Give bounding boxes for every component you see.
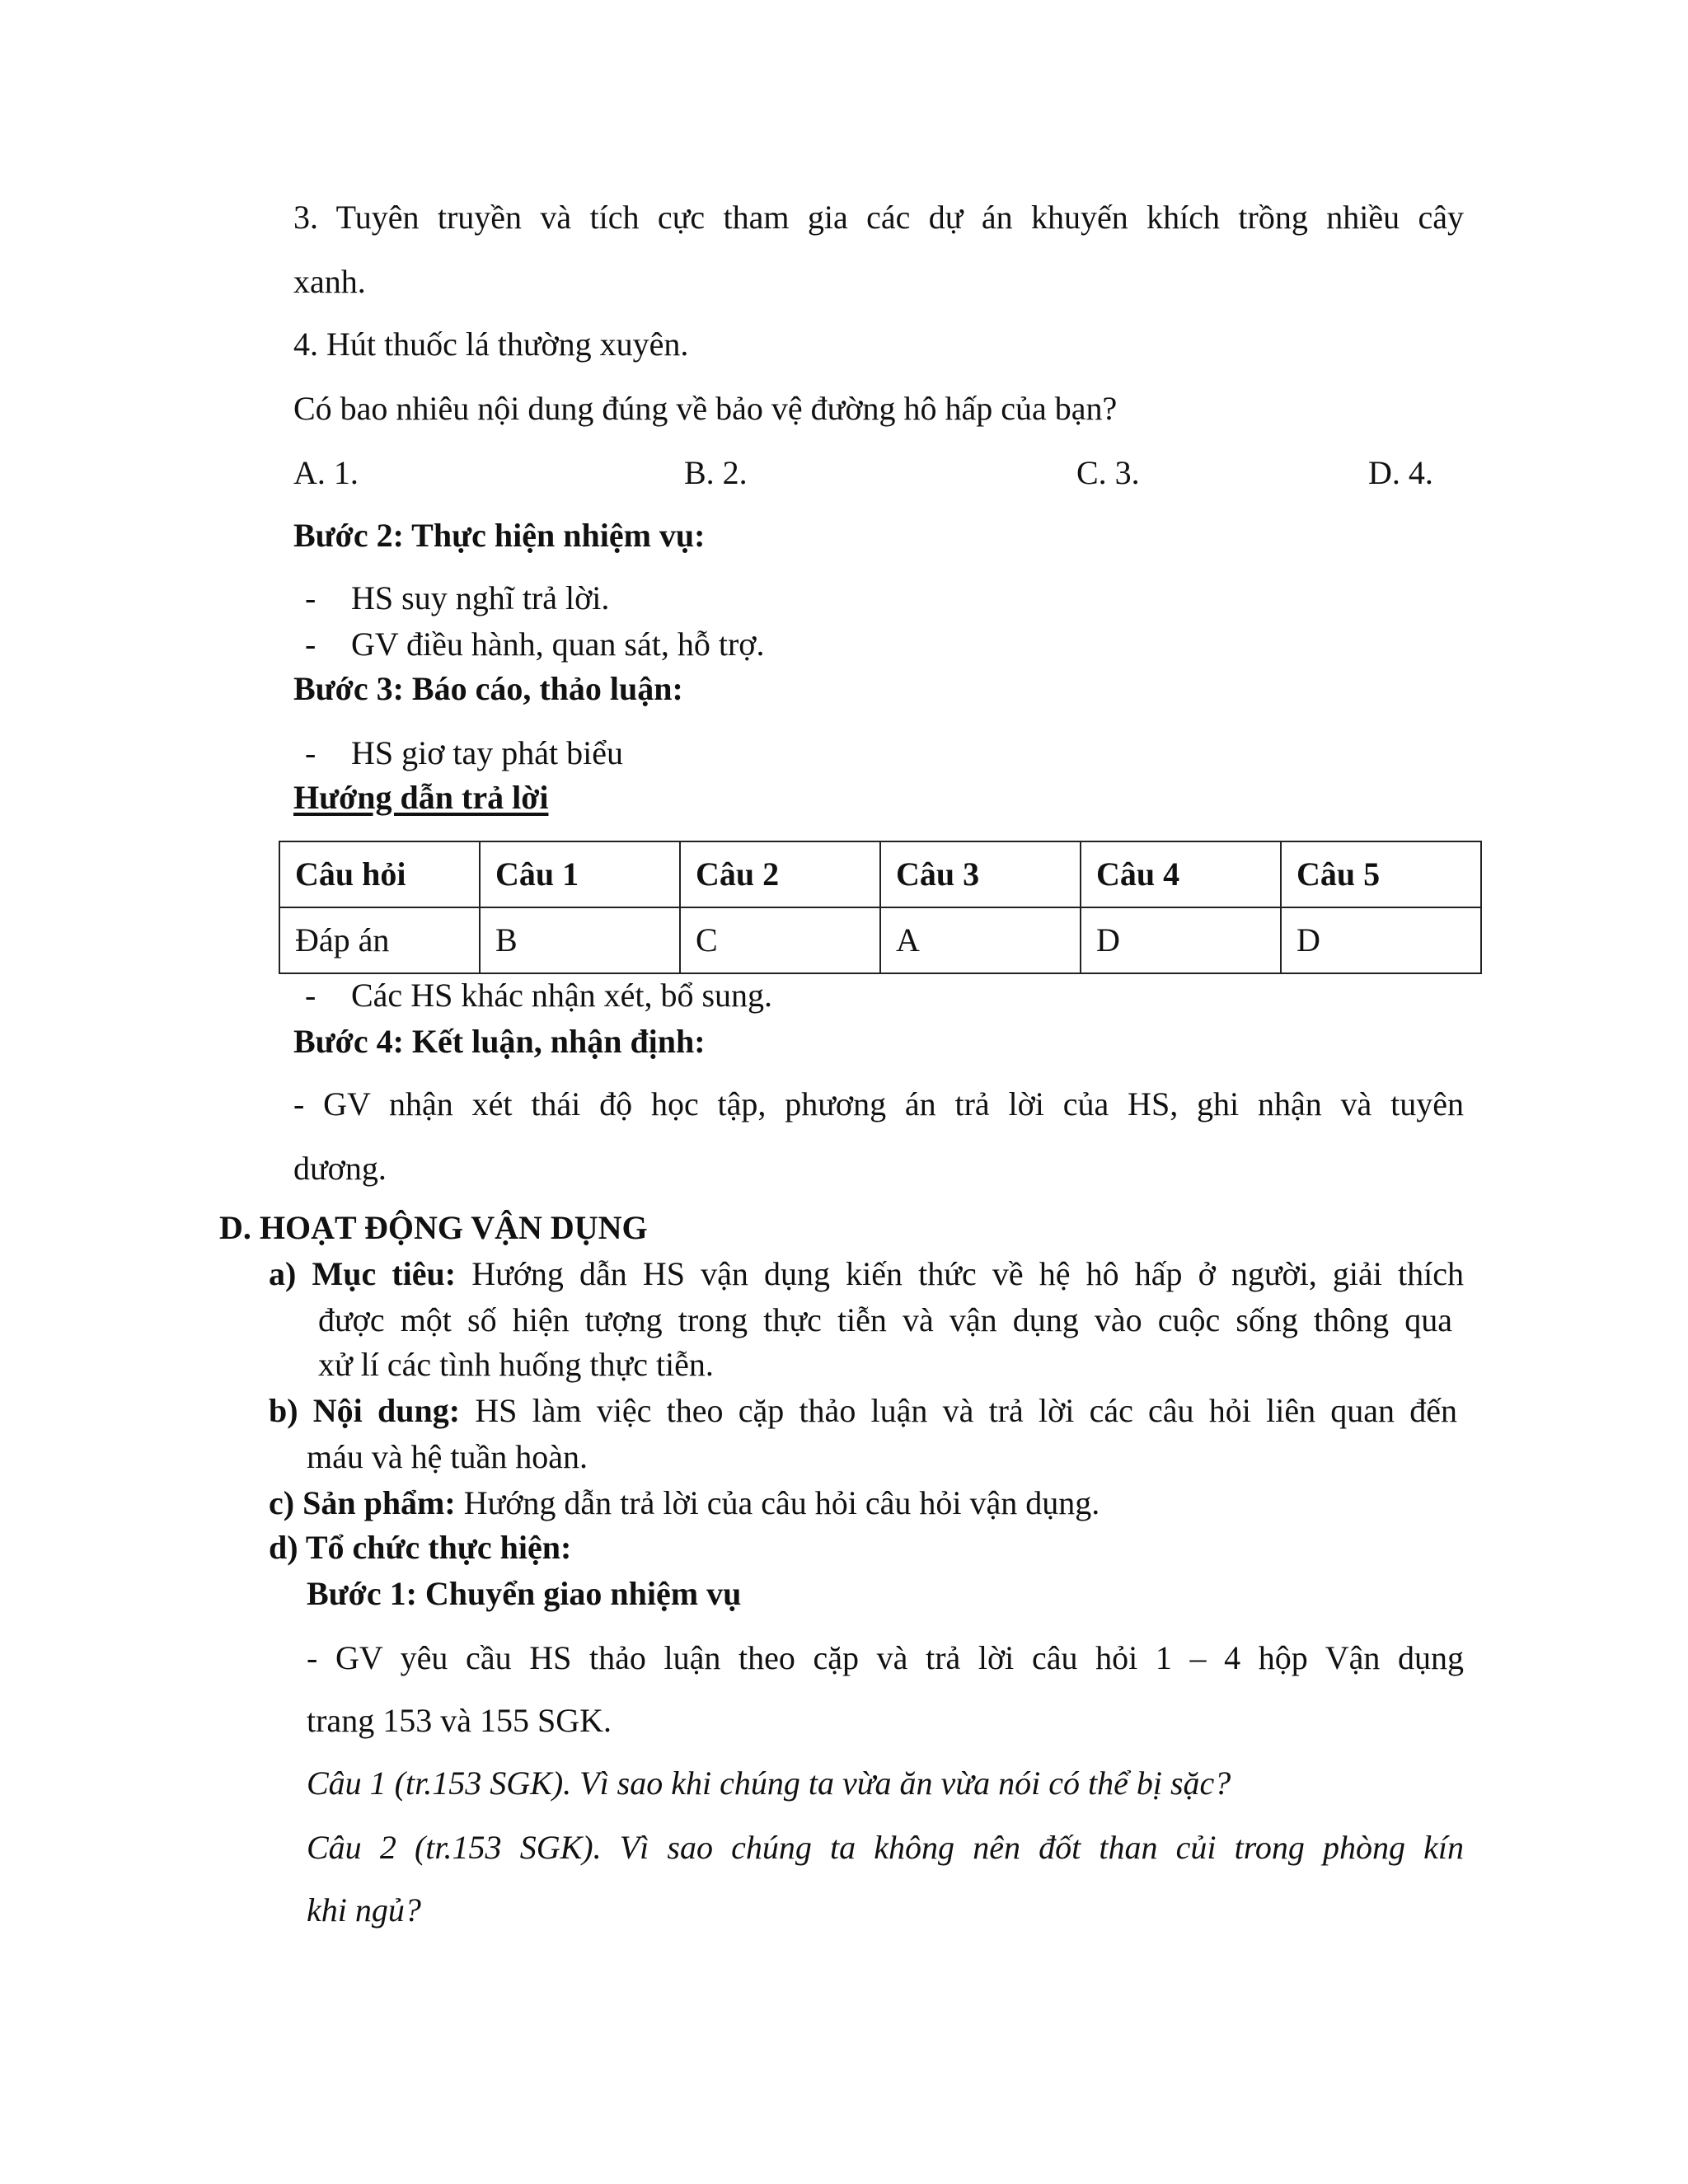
table-header-cell: Câu hỏi: [279, 841, 480, 907]
item-4: 4. Hút thuốc lá thường xuyên.: [293, 326, 689, 363]
step-2-title: Bước 2: Thực hiện nhiệm vụ:: [293, 517, 706, 554]
section-d-a-line-1: [269, 1254, 1464, 1294]
step-4-title: Bước 4: Kết luận, nhận định:: [293, 1023, 706, 1060]
section-d-a-line-3: xử lí các tình huống thực tiễn.: [318, 1346, 714, 1383]
answer-guide-title: Hướng dẫn trả lời: [293, 779, 549, 816]
option-b: B. 2.: [684, 454, 748, 491]
table-header-cell: Câu 2: [680, 841, 880, 907]
section-d-c-label: c) Sản phẩm:: [269, 1484, 456, 1521]
option-a: A. 1.: [293, 454, 359, 491]
table-header-row: [279, 841, 1481, 907]
step-3-title: Bước 3: Báo cáo, thảo luận:: [293, 670, 683, 707]
section-d-b-text: HS làm việc theo cặp thảo luận và trả lời các câu hỏi liên quan đến: [460, 1392, 1458, 1429]
table-header-cell: Câu 5: [1281, 841, 1481, 907]
section-d-b-line-1: [269, 1391, 1457, 1431]
section-d-a-text: Hướng dẫn HS vận dụng kiến thức về hệ hô hấp ở người, giải thích: [456, 1255, 1465, 1292]
table-cell: C: [680, 907, 880, 973]
section-d-b-line-2: máu và hệ tuần hoàn.: [307, 1438, 588, 1475]
table-header-cell: Câu 3: [880, 841, 1081, 907]
table-header-cell: Câu 1: [480, 841, 680, 907]
section-d-a-line-2: được một số hiện tượng trong thực tiễn và vận dụng vào cuộc sống thông qua: [318, 1301, 1452, 1338]
question-1: Câu 1 (tr.153 SGK). Vì sao khi chúng ta vừa ăn vừa nói có thể bị sặc?: [307, 1765, 1231, 1802]
step-4-line-1: - GV nhận xét thái độ học tập, phương án trả lời của HS, ghi nhận và tuyên: [293, 1085, 1464, 1122]
table-cell: A: [880, 907, 1081, 973]
option-c: C. 3.: [1076, 454, 1140, 491]
table-cell: D: [1081, 907, 1281, 973]
table-row: [279, 907, 1481, 973]
step-1-title: Bước 1: Chuyển giao nhiệm vụ: [307, 1575, 742, 1612]
question-text: Có bao nhiêu nội dung đúng về bảo vệ đường hô hấp của bạn?: [293, 390, 1118, 427]
section-d-c-line: [269, 1483, 1100, 1523]
section-d-b-label: b) Nội dung:: [269, 1392, 461, 1429]
answer-table: [279, 841, 1482, 974]
after-table-bullet: Các HS khác nhận xét, bổ sung.: [351, 977, 773, 1014]
task-line-1: - GV yêu cầu HS thảo luận theo cặp và trả lời câu hỏi 1 – 4 hộp Vận dụng: [307, 1639, 1464, 1676]
table-header-cell: Câu 4: [1081, 841, 1281, 907]
step-4-line-2: dương.: [293, 1150, 387, 1187]
section-d-d-label: d) Tổ chức thực hiện:: [269, 1529, 572, 1566]
item-3-line-1: 3. Tuyên truyền và tích cực tham gia các dự án khuyến khích trồng nhiều cây: [293, 199, 1464, 236]
table-cell: Đáp án: [279, 907, 480, 973]
step-2-bullet-2: GV điều hành, quan sát, hỗ trợ.: [351, 626, 765, 663]
step-2-bullet-1: HS suy nghĩ trả lời.: [351, 579, 610, 616]
section-d-a-label: a) Mục tiêu:: [269, 1255, 457, 1292]
task-line-2: trang 153 và 155 SGK.: [307, 1702, 612, 1739]
table-cell: B: [480, 907, 680, 973]
option-d: D. 4.: [1368, 454, 1433, 491]
bullet-dash: -: [305, 734, 316, 771]
bullet-dash: -: [305, 626, 316, 663]
item-3-line-2: xanh.: [293, 263, 366, 300]
step-3-bullet: HS giơ tay phát biểu: [351, 734, 623, 771]
bullet-dash: -: [305, 977, 316, 1014]
question-2-line-1: Câu 2 (tr.153 SGK). Vì sao chúng ta không nên đốt than củi trong phòng kín: [307, 1829, 1464, 1866]
table-cell: D: [1281, 907, 1481, 973]
section-d-title: D. HOẠT ĐỘNG VẬN DỤNG: [219, 1209, 648, 1246]
bullet-dash: -: [305, 579, 316, 616]
section-d-c-text: Hướng dẫn trả lời của câu hỏi câu hỏi vận dụng.: [455, 1484, 1100, 1521]
question-2-line-2: khi ngủ?: [307, 1891, 421, 1929]
